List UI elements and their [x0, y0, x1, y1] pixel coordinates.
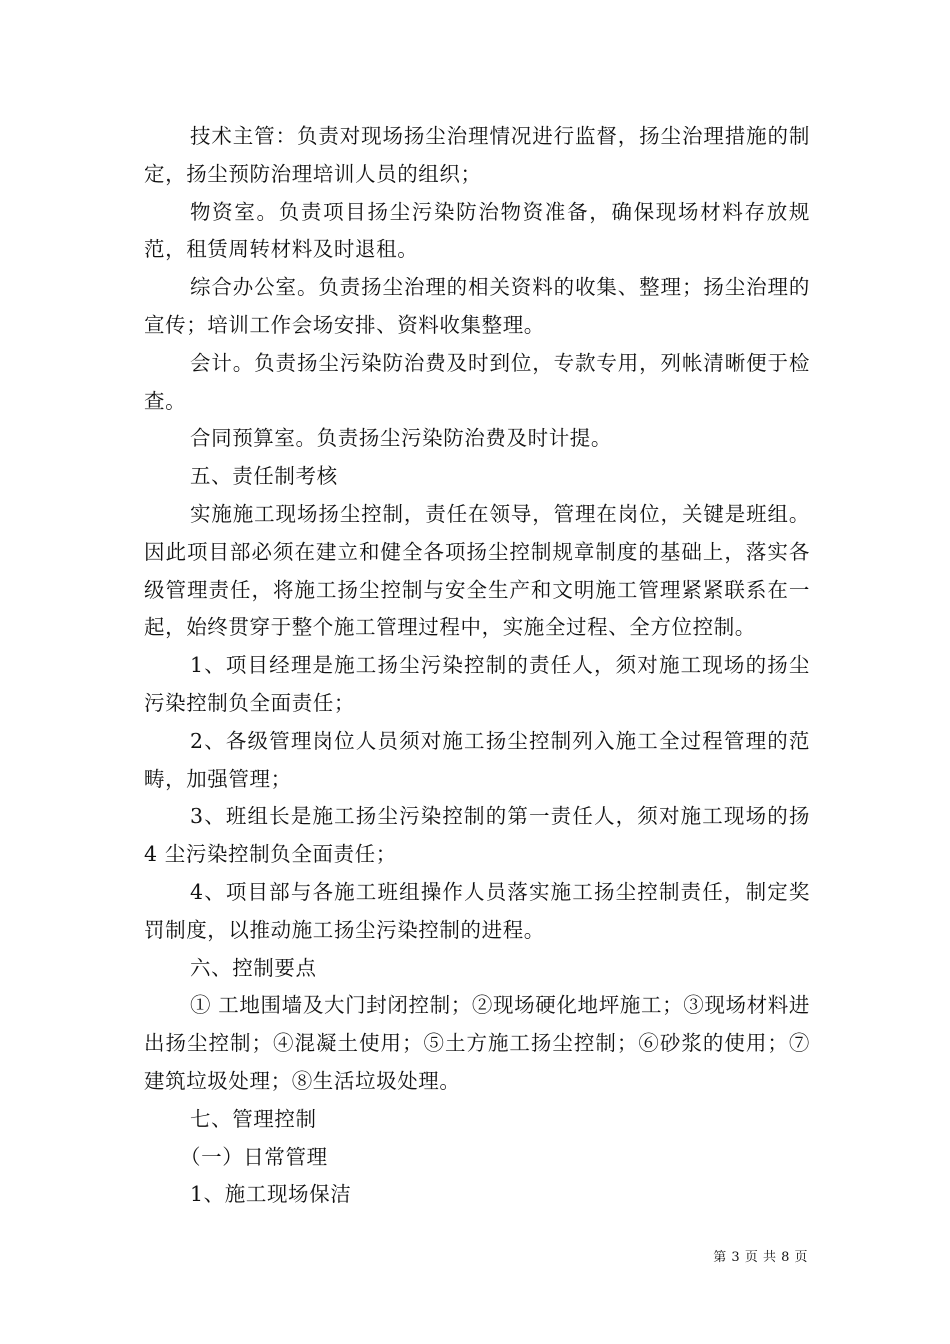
section-heading-responsibility-assessment: 五、责任制考核 [190, 464, 338, 489]
list-item-team-leader: 3、班组长是施工扬尘污染控制的第一责任人，须对施工现场的扬 4 尘污染控制负全面责任； [144, 804, 810, 867]
paragraph-tech-supervisor: 技术主管：负责对现场扬尘治理情况进行监督，扬尘治理措施的制定，扬尘预防治理培训人员的组织； [144, 124, 810, 186]
list-item-project-manager: 1、项目经理是施工扬尘污染控制的责任人，须对施工现场的扬尘污染控制负全面责任； [144, 653, 810, 715]
paragraph-control-points-list: ① 工地围墙及大门封闭控制；②现场硬化地坪施工；③现场材料进出扬尘控制；④混凝土使用；⑤土方施工扬尘控制；⑥砂浆的使用；⑦建筑垃圾处理；⑧生活垃圾处理。 [144, 993, 810, 1093]
list-item-management-staff: 2、各级管理岗位人员须对施工扬尘控制列入施工全过程管理的范畴，加强管理； [144, 728, 810, 791]
paragraph-contract-budget: 合同预算室。负责扬尘污染防治费及时计提。 [190, 426, 612, 451]
section-heading-control-points: 六、控制要点 [190, 955, 317, 980]
document-body [144, 118, 810, 1214]
page-number-footer: 第 3 页 共 8 页 [713, 1250, 808, 1265]
subsection-heading-daily-management: （一）日常管理 [180, 1144, 328, 1169]
paragraph-materials-office: 物资室。负责项目扬尘污染防治物资准备，确保现场材料存放规范，租赁周转材料及时退租。 [144, 199, 810, 262]
list-item-project-department: 4、项目部与各施工班组操作人员落实施工扬尘控制责任，制定奖罚制度，以推动施工扬尘污染控制的进程。 [144, 879, 810, 942]
list-item-site-cleaning: 1、施工现场保洁 [190, 1182, 352, 1207]
section-heading-management-control: 七、管理控制 [190, 1106, 317, 1131]
paragraph-general-office: 综合办公室。负责扬尘治理的相关资料的收集、整理；扬尘治理的宣传；培训工作会场安排、资料收集整理。 [144, 275, 810, 337]
paragraph-accounting: 会计。负责扬尘污染防治费及时到位，专款专用，列帐清晰便于检查。 [144, 350, 810, 413]
paragraph-responsibility-overview: 实施施工现场扬尘控制，责任在领导，管理在岗位，关键是班组。因此项目部必须在建立和健全各项扬尘控制规章制度的基础上，落实各级管理责任，将施工扬尘控制与安全生产和文明施工管理紧紧联系在一起，始终贯穿于整个施工管理过程中，实施全过程、全方位控制。 [144, 501, 810, 640]
